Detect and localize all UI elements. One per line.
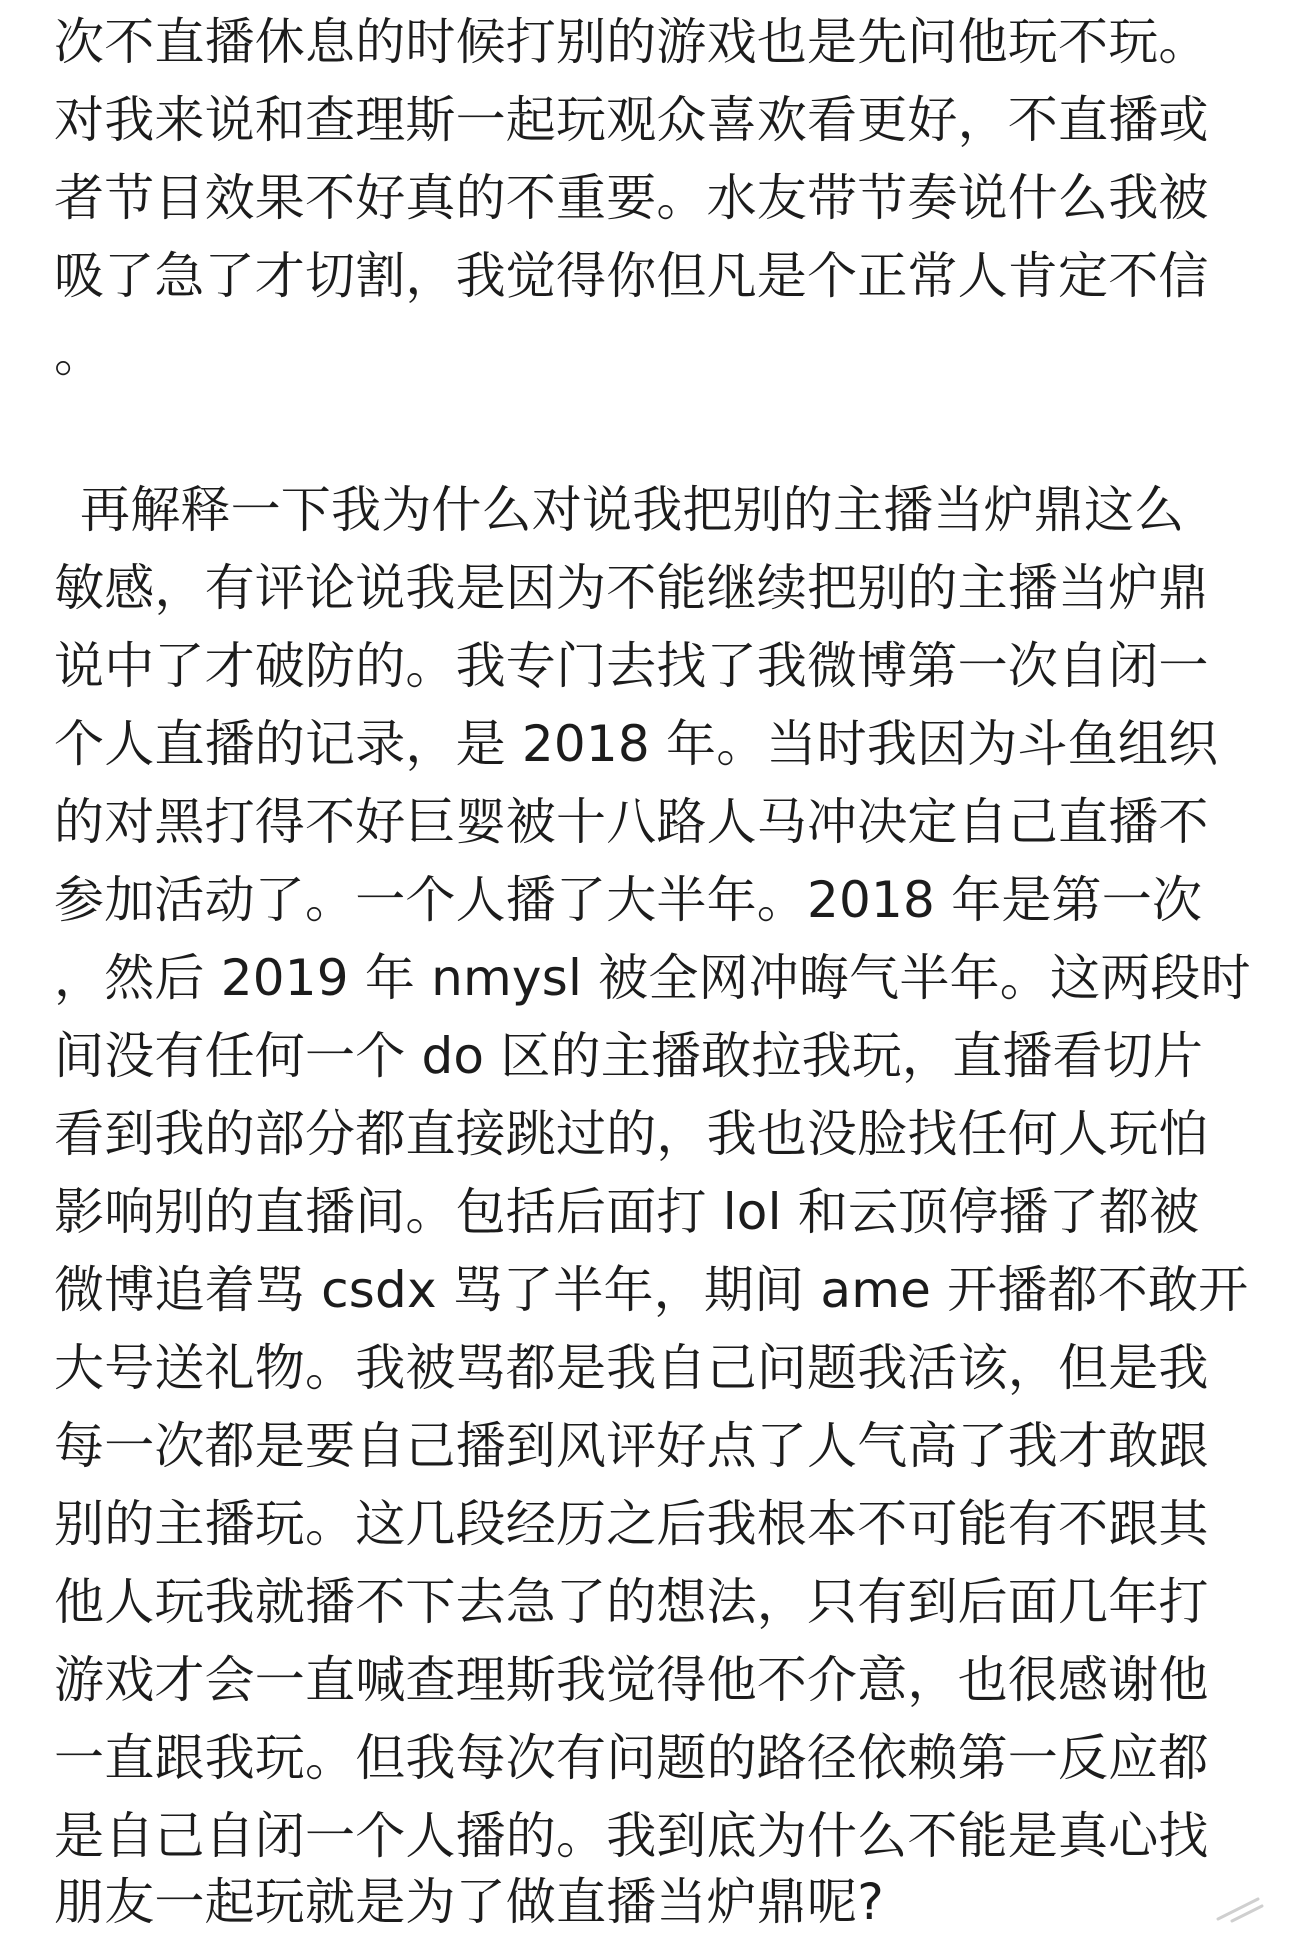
- text-line: 敏感，有评论说我是因为不能继续把别的主播当炉鼎: [54, 559, 1209, 617]
- text-line: 。: [54, 325, 105, 383]
- text-line: 对我来说和查理斯一起玩观众喜欢看更好，不直播或: [54, 91, 1209, 149]
- text-line: 一直跟我玩。但我每次有问题的路径依赖第一反应都: [54, 1729, 1209, 1787]
- text-line: 次不直播休息的时候打别的游戏也是先问他玩不玩。: [54, 13, 1209, 71]
- text-line: 他人玩我就播不下去急了的想法，只有到后面几年打: [54, 1573, 1209, 1631]
- blank-line: [54, 392, 1244, 472]
- text-line: 个人直播的记录，是 2018 年。当时我因为斗鱼组织: [54, 715, 1219, 773]
- text-line: 别的主播玩。这几段经历之后我根本不可能有不跟其: [54, 1495, 1209, 1553]
- text-line: 微博追着骂 csdx 骂了半年，期间 ame 开播都不敢开: [54, 1261, 1249, 1319]
- text-line: 的对黑打得不好巨婴被十八路人马冲决定自己直播不: [54, 793, 1209, 851]
- text-line: 者节目效果不好真的不重要。水友带节奏说什么我被: [54, 169, 1209, 227]
- text-line: 吸了急了才切割，我觉得你但凡是个正常人肯定不信: [54, 247, 1209, 305]
- text-line: 看到我的部分都直接跳过的，我也没脸找任何人玩怕: [54, 1105, 1209, 1163]
- text-line: ，然后 2019 年 nmysl 被全网冲晦气半年。这两段时: [54, 949, 1251, 1007]
- text-line: 说中了才破防的。我专门去找了我微博第一次自闭一: [54, 637, 1209, 695]
- text-line: 间没有任何一个 do 区的主播敢拉我玩，直播看切片: [54, 1027, 1204, 1085]
- text-line: 再解释一下我为什么对说我把别的主播当炉鼎这么: [80, 481, 1185, 539]
- text-line: 参加活动了。一个人播了大半年。2018 年是第一次: [54, 871, 1203, 929]
- text-line: 是自己自闭一个人播的。我到底为什么不能是真心找: [54, 1807, 1209, 1865]
- text-line: 每一次都是要自己播到风评好点了人气高了我才敢跟: [54, 1417, 1209, 1475]
- text-line: 大号送礼物。我被骂都是我自己问题我活该，但是我: [54, 1339, 1209, 1397]
- text-line: 影响别的直播间。包括后面打 lol 和云顶停播了都被: [54, 1183, 1200, 1241]
- text-line: 游戏才会一直喊查理斯我觉得他不介意，也很感谢他: [54, 1651, 1209, 1709]
- text-line: 朋友一起玩就是为了做直播当炉鼎呢?: [54, 1873, 884, 1931]
- resize-handle-icon: [1208, 1891, 1268, 1925]
